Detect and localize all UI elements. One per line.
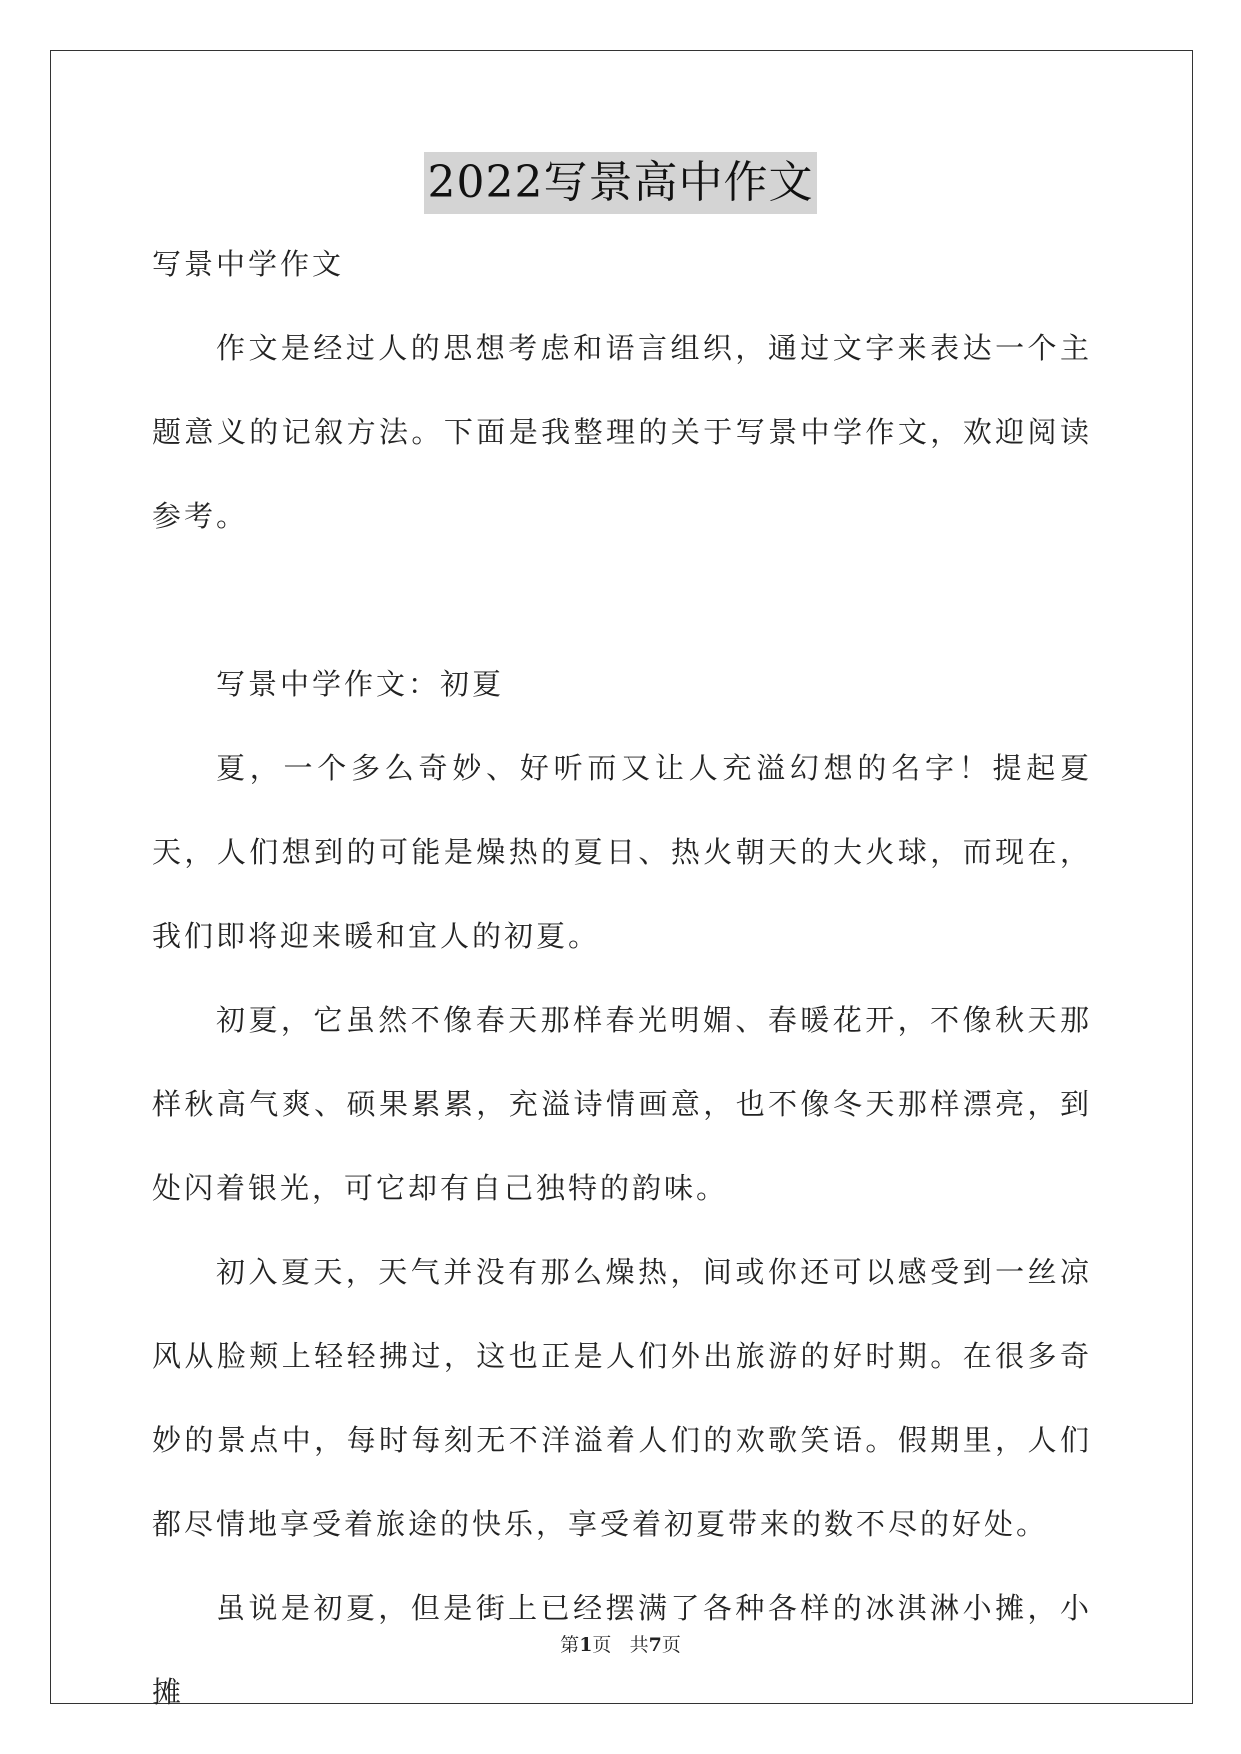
paragraph: 初入夏天，天气并没有那么燥热，间或你还可以感受到一丝凉风从脸颊上轻轻拂过，这也正是人们外出旅游的好时期。在很多奇妙的景点中，每时每刻无不洋溢着人们的欢歌笑语。假期里，人们都尽情地享受着旅途的快乐，享受着初夏带来的数不尽的好处。 <box>152 1255 1092 1541</box>
total-suffix: 页 <box>661 1634 681 1656</box>
section-heading: 写景中学作文 <box>152 247 345 281</box>
intro-paragraph: 作文是经过人的思想考虑和语言组织，通过文字来表达一个主题意义的记叙方法。下面是我整理的关于写景中学作文，欢迎阅读参考。 <box>152 331 1092 533</box>
essay-subtitle: 写景中学作文：初夏 <box>216 667 505 701</box>
paragraph: 夏，一个多么奇妙、好听而又让人充溢幻想的名字！提起夏天，人们想到的可能是燥热的夏日、热火朝天的大火球，而现在，我们即将迎来暖和宜人的初夏。 <box>152 751 1092 953</box>
document-title: 2022写景高中作文 <box>424 152 818 214</box>
total-pages: 7 <box>648 1634 662 1656</box>
page-number: 1 <box>579 1634 593 1656</box>
paragraph: 初夏，它虽然不像春天那样春光明媚、春暖花开，不像秋天那样秋高气爽、硕果累累，充溢诗情画意，也不像冬天那样漂亮，到处闪着银光，可它却有自己独特的韵味。 <box>152 1003 1092 1205</box>
page-prefix: 第 <box>560 1634 580 1656</box>
page-footer <box>0 1630 1241 1657</box>
title-container <box>0 152 1241 214</box>
document-body <box>152 222 1092 1734</box>
blank-line <box>152 558 1092 642</box>
page-suffix: 页 <box>592 1634 612 1656</box>
paragraph: 虽说是初夏，但是街上已经摆满了各种各样的冰淇淋小摊，小摊 <box>152 1591 1092 1709</box>
total-prefix: 共 <box>629 1634 649 1656</box>
